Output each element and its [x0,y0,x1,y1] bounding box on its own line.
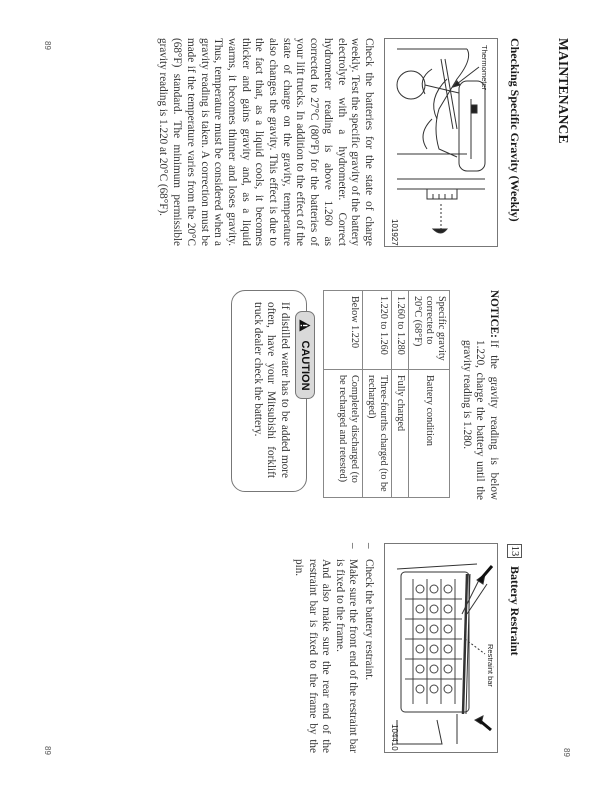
battery-restraint-illustration-icon [385,544,497,752]
table-cell: Fully charged [392,370,409,498]
caution-header [295,311,315,399]
hydrometer-illustration-icon [385,39,497,246]
page-number-bottom-left: 89 [43,41,52,50]
warning-triangle-icon [299,319,311,332]
caution-text: If distilled water has to be added more often, have your Mitsubishi forklift truck dealer check the battery. [252,302,291,478]
table-cell: Three-fourths charged (to be recharged) [363,370,392,498]
table-header-cell: Specific gravity corrected to 20°C (68°F) [409,291,450,370]
table-header-row [409,291,450,498]
specific-gravity-table [323,290,450,498]
caution-label: CAUTION [299,340,311,391]
list-item: And also make sure the rear end of the restraint bar is fixed to the frame by the pin. [293,559,333,753]
page-number-bottom-right: 89 [43,746,52,755]
restraint-bar-label: Restraint bar [486,644,495,687]
table-row [324,291,363,498]
list-item: – Make sure the front end of the restraint bar is fixed to the frame. [334,543,360,753]
notice-label: NOTICE: [488,290,500,338]
hydrometer-figure [384,38,498,247]
heading-battery-restraint: Battery Restraint [508,566,522,656]
table-cell: Below 1.220 [324,291,363,370]
table-cell: 1.220 to 1.260 [363,291,392,370]
table-row [363,291,392,498]
battery-restraint-heading [507,544,522,656]
figure-code: 104410 [390,724,399,751]
section-title: MAINTENANCE [556,38,571,144]
step-number: 13 [509,545,520,557]
notice-block [460,290,501,500]
specific-gravity-paragraph: Check the batteries for the state of charge weekly. Test the specific gravity of the battery electrolyte with a hydrometer. Correct hydrometer reading is above 1.260 as corrected to 27°C (80°F) for the batteries of your lift trucks. In addition to the effect of the state of charge on the gravity, temperature also changes the gravity. This effect is due to the fact that, as a liquid cools, it becomes thicker and gains gravity and, as a liquid warms, it becomes thinner and loses gravity. Thus, temperature must be considered when a gravity reading is taken. A correction must be made if the temperature varies from the 20°C (68°F) standard. The minimum permissible gravity reading is 1.220 at 20°C (68°F). [157,38,375,246]
battery-restraint-figure [384,543,498,753]
caution-box [231,290,311,492]
list-item: – Check the battery restraint. [363,543,375,681]
thermometer-label: Thermometer [480,45,489,91]
table-cell: 1.260 to 1.280 [392,291,409,370]
battery-restraint-steps [292,543,375,753]
table-row [392,291,409,498]
heading-checking-specific-gravity: Checking Specific Gravity (Weekly) [508,38,522,222]
notice-text: If the gravity reading is below 1.220, charge the battery until the gravity reading is 1.280. [461,340,500,500]
table-cell: Completely discharged (to be recharged and retested) [324,370,363,498]
page-number-top-right: 89 [562,748,571,757]
table-header-cell: Battery condition [409,370,450,498]
figure-code: 101927 [390,219,399,246]
